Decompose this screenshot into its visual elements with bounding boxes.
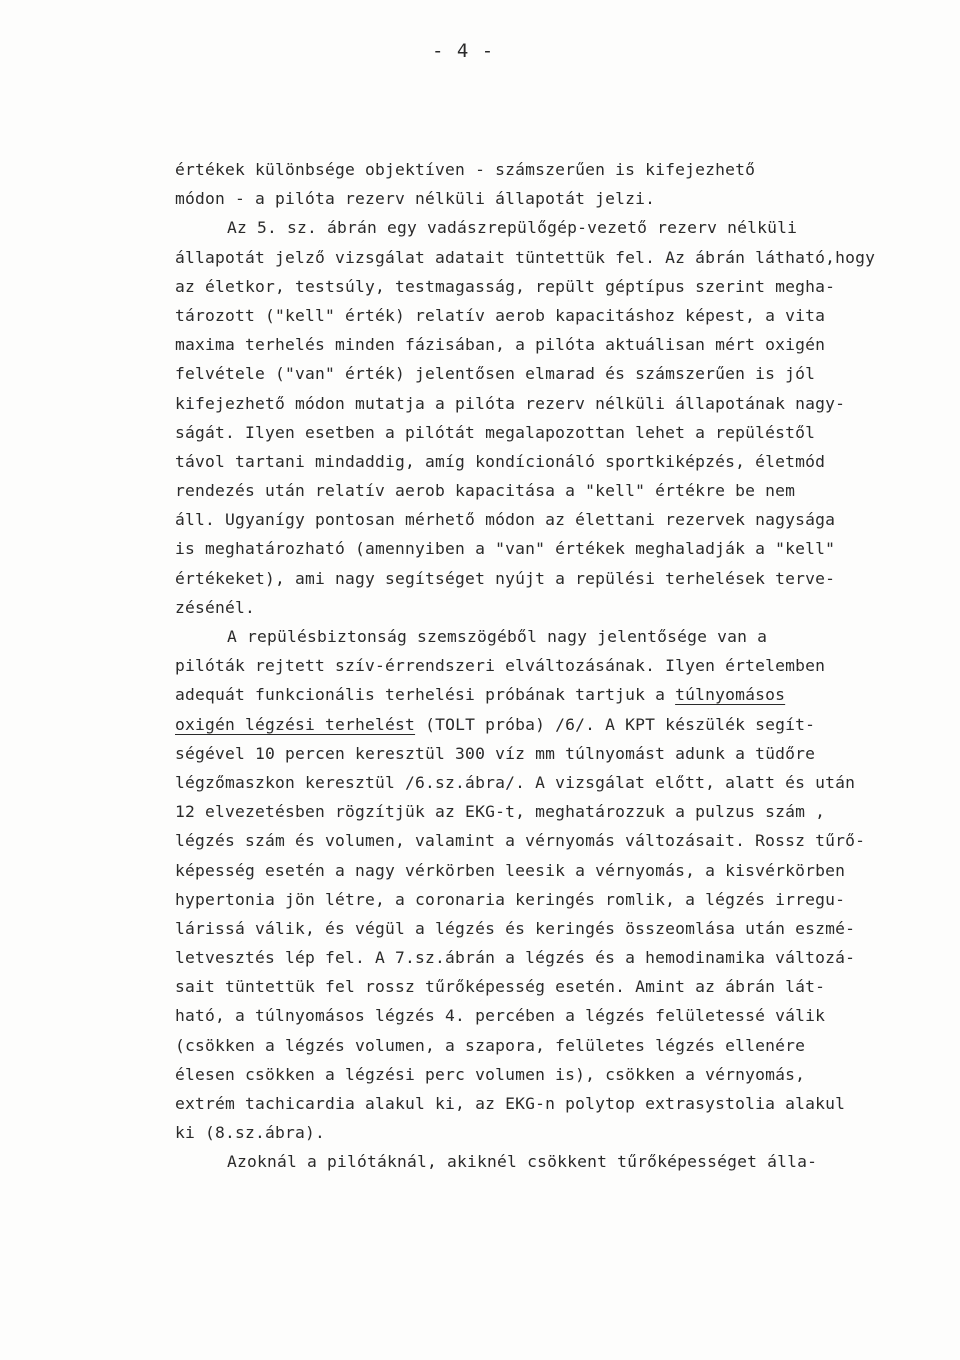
line-text: letvesztés lép fel. A 7.sz.ábrán a légzés és a hemodinamika változá- [175, 948, 856, 968]
line-text: kifejezhető módon mutatja a pilóta rezerv nélküli állapotának nagy- [175, 393, 846, 413]
line-text-continued: (TOLT próba) /6/. A KPT készülék segít- [415, 714, 816, 734]
text-line [175, 768, 855, 797]
line-text: értékek különbsége objektíven - számszerűen is kifejezhető [175, 160, 756, 179]
text-line [175, 885, 855, 914]
line-text: értékeket), ami nagy segítséget nyújt a repülési terhelések terve- [175, 568, 836, 588]
text-line [175, 710, 855, 739]
text-line [175, 359, 855, 388]
text-line [175, 1118, 855, 1147]
line-text: áll. Ugyanígy pontosan mérhető módon az élettani rezervek nagysága [175, 510, 836, 530]
line-text: sait tüntettük fel rossz tűrőképesség esetén. Amint az ábrán lát- [175, 977, 826, 997]
line-text: pilóták rejtett szív-érrendszeri elváltozásának. Ilyen értelemben [175, 656, 826, 676]
line-text: Azoknál a pilótáknál, akiknél csökkent tűrőképességet álla- [227, 1152, 818, 1172]
text-line [175, 1031, 855, 1060]
line-text: ságát. Ilyen esetben a pilótát megalapozottan lehet a repüléstől [175, 422, 816, 442]
line-text: tározott ("kell" érték) relatív aerob kapacitáshoz képest, a vita [175, 305, 826, 325]
text-line [175, 593, 855, 622]
text-line [175, 1089, 855, 1118]
line-text: ki (8.sz.ábra). [175, 1123, 326, 1143]
text-line [175, 272, 855, 301]
line-text: is meghatározható (amennyiben a "van" értékek meghaladják a "kell" [175, 539, 836, 559]
line-text: adequát funkcionális terhelési próbának tartjuk a [175, 685, 676, 705]
line-text: lárissá válik, és végül a légzés és keringés összeomlása után eszmé- [175, 918, 856, 938]
text-line [175, 797, 855, 826]
line-text: távol tartani mindaddig, amíg kondícionáló sportkiképzés, életmód [175, 451, 826, 471]
text-line [175, 213, 855, 242]
page-number: - 4 - [432, 40, 495, 62]
text-line [175, 1147, 855, 1176]
text-line [175, 943, 855, 972]
line-text: állapotát jelző vizsgálat adatait tüntettük fel. Az ábrán látható,hogy [175, 247, 876, 267]
text-line [175, 564, 855, 593]
text-line [175, 330, 855, 359]
underlined-text: túlnyomásos [675, 685, 786, 705]
body-text [175, 155, 876, 1177]
line-text: extrém tachicardia alakul ki, az EKG-n polytop extrasystolia alakul [175, 1094, 846, 1113]
line-text: élesen csökken a légzési perc volumen is), csökken a vérnyomás, [175, 1064, 806, 1084]
text-line [175, 826, 866, 855]
line-text: képesség esetén a nagy vérkörben leesik a vérnyomás, a kisvérkörben [175, 860, 846, 880]
line-text: felvétele ("van" érték) jelentősen elmarad és számszerűen is jól [175, 364, 816, 384]
line-text: légzés szám és volumen, valamint a vérnyomás változásait. Rossz tűrő- [175, 831, 866, 851]
text-line [175, 418, 855, 447]
line-text: ségével 10 percen keresztül 300 víz mm túlnyomást adunk a tüdőre [175, 743, 816, 763]
text-line [175, 739, 855, 768]
line-text: zésénél. [175, 597, 256, 617]
line-text: módon - a pilóta rezerv nélküli állapotát jelzi. [175, 189, 656, 209]
underlined-text: oxigén légzési terhelést [175, 714, 416, 734]
text-line [175, 680, 855, 709]
line-text: ható, a túlnyomásos légzés 4. percében a légzés felületessé válik [175, 1006, 826, 1026]
line-text: maxima terhelés minden fázisában, a pilóta aktuálisan mért oxigén [175, 335, 826, 355]
line-text: hypertonia jön létre, a coronaria keringés romlik, a légzés irregu- [175, 889, 846, 909]
line-text: az életkor, testsúly, testmagasság, repült géptípus szerint megha- [175, 276, 836, 296]
text-line [175, 622, 855, 651]
text-line [175, 1060, 855, 1089]
line-text: A repülésbiztonság szemszögéből nagy jelentősége van a [227, 627, 768, 646]
text-line [175, 184, 855, 213]
text-line [175, 1001, 855, 1030]
text-line [175, 651, 855, 680]
text-line [175, 972, 855, 1001]
line-text: (csökken a légzés volumen, a szapora, felületes légzés ellenére [175, 1035, 806, 1055]
text-line [175, 301, 855, 330]
text-line [175, 389, 855, 418]
text-line [175, 243, 876, 272]
line-text: Az 5. sz. ábrán egy vadászrepülőgép-vezető rezerv nélküli [227, 218, 798, 238]
text-line [175, 505, 855, 534]
text-line [175, 447, 855, 476]
line-text: légzőmaszkon keresztül /6.sz.ábra/. A vizsgálat előtt, alatt és után [175, 772, 856, 792]
line-text: rendezés után relatív aerob kapacitása a "kell" értékre be nem [175, 481, 796, 501]
text-line [175, 856, 855, 885]
text-line [175, 476, 855, 505]
text-line [175, 914, 855, 943]
text-line [175, 534, 855, 563]
text-line [175, 155, 855, 184]
line-text: 12 elvezetésben rögzítjük az EKG-t, meghatározzuk a pulzus szám , [175, 802, 826, 822]
